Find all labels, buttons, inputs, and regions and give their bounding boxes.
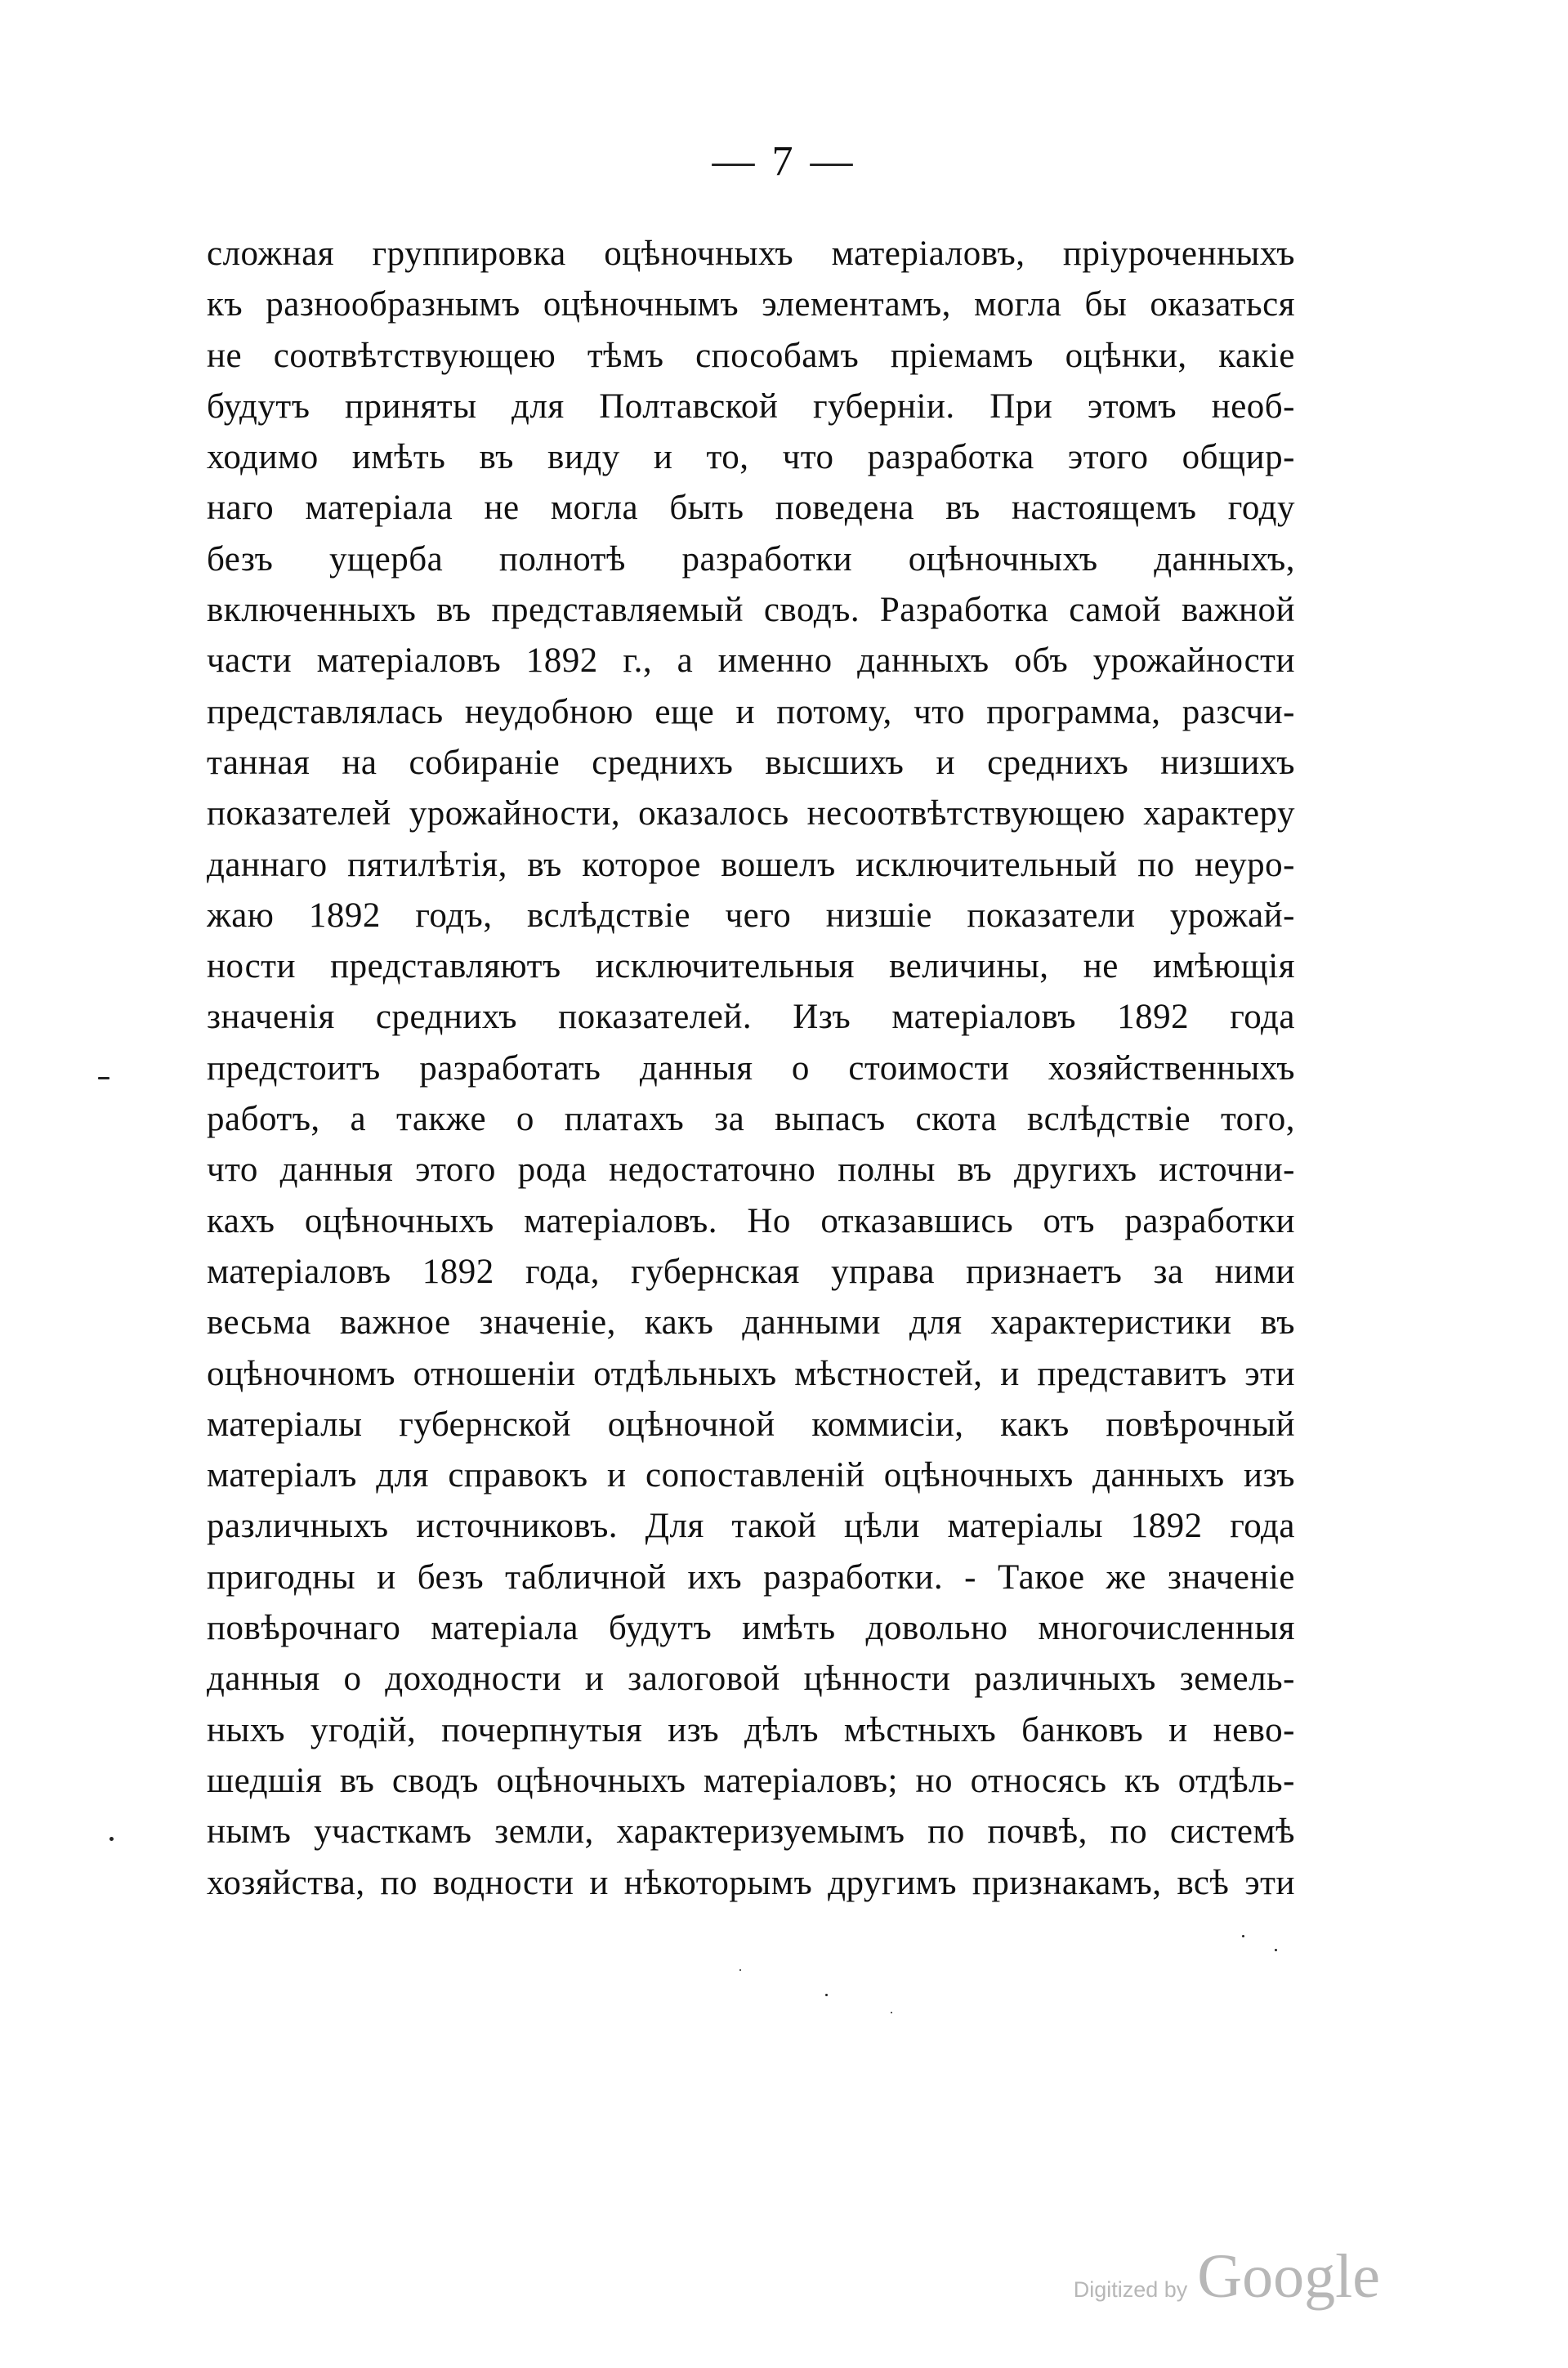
scan-speck bbox=[1242, 1935, 1244, 1937]
page-number: — 7 — bbox=[712, 138, 856, 185]
scan-speck bbox=[739, 1969, 741, 1971]
scan-speck bbox=[1275, 1949, 1277, 1951]
text-line: кахъ оцѣночныхъ матеріаловъ. Но отказавшись отъ разработки bbox=[207, 1201, 1295, 1240]
text-line: шедшія въ сводъ оцѣночныхъ матеріаловъ; но относясь къ отдѣль- bbox=[207, 1761, 1295, 1800]
scan-speck bbox=[98, 1077, 109, 1079]
text-line: различныхъ источниковъ. Для такой цѣли матеріалы 1892 года bbox=[207, 1507, 1295, 1546]
text-line: ходимо имѣть въ виду и то, что разработка этого общир- bbox=[207, 438, 1295, 477]
text-line: включенныхъ въ представляемый сводъ. Разработка самой важной bbox=[207, 591, 1295, 630]
text-line: матеріалы губернской оцѣночной коммисіи, какъ повѣрочный bbox=[207, 1405, 1295, 1444]
text-line: наго матеріала не могла быть поведена въ настоящемъ году bbox=[207, 489, 1295, 528]
google-logo: Google bbox=[1197, 2242, 1380, 2311]
text-line: не соотвѣтствующею тѣмъ способамъ пріемамъ оцѣнки, какіе bbox=[207, 336, 1295, 375]
text-line: данныя о доходности и залоговой цѣнности различныхъ земель- bbox=[207, 1660, 1295, 1699]
text-line: къ разнообразнымъ оцѣночнымъ элементамъ, могла бы оказаться bbox=[207, 285, 1295, 324]
watermark-prefix: Digitized by bbox=[1073, 2277, 1188, 2302]
scan-speck bbox=[109, 1837, 114, 1841]
text-line: представлялась неудобною еще и потому, что программа, разсчи- bbox=[207, 692, 1295, 731]
text-line: нымъ участкамъ земли, характеризуемымъ по почвѣ, по системѣ bbox=[207, 1812, 1295, 1852]
text-line: что данныя этого рода недостаточно полны въ другихъ источни- bbox=[207, 1150, 1295, 1190]
text-line: хозяйства, по водности и нѣкоторымъ другимъ признакамъ, всѣ эти bbox=[207, 1863, 1295, 1902]
scan-speck bbox=[825, 1994, 828, 1996]
text-line: повѣрочнаго матеріала будутъ имѣть довольно многочисленныя bbox=[207, 1609, 1295, 1648]
text-line: значенія среднихъ показателей. Изъ матеріаловъ 1892 года bbox=[207, 998, 1295, 1037]
text-line: предстоитъ разработать данныя о стоимости хозяйственныхъ bbox=[207, 1048, 1295, 1088]
text-line: даннаго пятилѣтія, въ которое вошелъ исключительный по неуро- bbox=[207, 845, 1295, 884]
text-line: ности представляютъ исключительныя величины, не имѣющія bbox=[207, 947, 1295, 986]
text-line: жаю 1892 годъ, вслѣдствіе чего низшіе показатели урожай- bbox=[207, 896, 1295, 935]
body-text bbox=[207, 229, 1295, 1909]
scan-speck bbox=[891, 2012, 892, 2013]
text-line: работъ, а также о платахъ за выпасъ скота вслѣдствіе того, bbox=[207, 1100, 1295, 1139]
text-line: показателей урожайности, оказалось несоотвѣтствующею характеру bbox=[207, 794, 1295, 833]
text-line: оцѣночномъ отношеніи отдѣльныхъ мѣстностей, и представитъ эти bbox=[207, 1354, 1295, 1393]
text-line: ныхъ угодій, почерпнутыя изъ дѣлъ мѣстныхъ банковъ и нево- bbox=[207, 1710, 1295, 1749]
text-line: пригодны и безъ табличной ихъ разработки. - Такое же значеніе bbox=[207, 1557, 1295, 1597]
text-line: сложная группировка оцѣночныхъ матеріаловъ, пріуроченныхъ bbox=[207, 235, 1295, 273]
text-line: части матеріаловъ 1892 г., а именно данныхъ объ урожайности bbox=[207, 641, 1295, 681]
text-line: безъ ущерба полнотѣ разработки оцѣночныхъ данныхъ, bbox=[207, 539, 1295, 579]
text-line: матеріалъ для справокъ и сопоставленій оцѣночныхъ данныхъ изъ bbox=[207, 1456, 1295, 1495]
text-line: матеріаловъ 1892 года, губернская управа признаетъ за ними bbox=[207, 1252, 1295, 1291]
text-line: будутъ приняты для Полтавской губерніи. При этомъ необ- bbox=[207, 386, 1295, 426]
text-line: весьма важное значеніе, какъ данными для характеристики въ bbox=[207, 1303, 1295, 1343]
digitized-watermark bbox=[1074, 2241, 1380, 2312]
text-line: танная на собираніе среднихъ высшихъ и среднихъ низшихъ bbox=[207, 743, 1295, 782]
